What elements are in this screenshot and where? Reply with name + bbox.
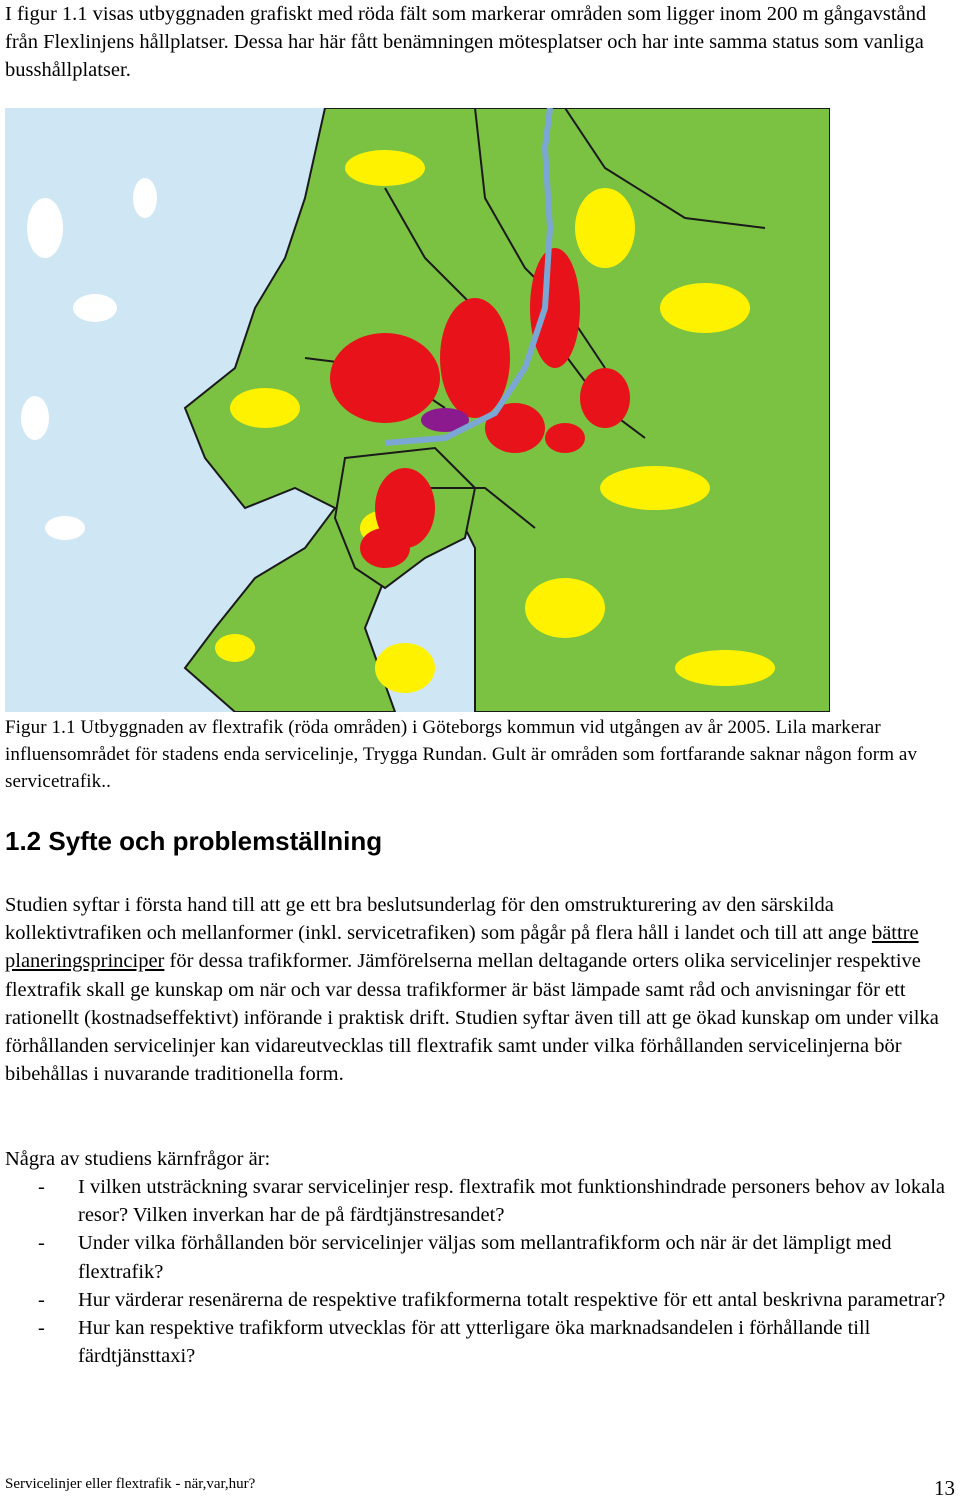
footer-title: Servicelinjer eller flextrafik - när,var,hur? bbox=[5, 1476, 256, 1492]
list-item bbox=[5, 1173, 955, 1229]
question-text: Under vilka förhållanden bör servicelinjer väljas som mellantrafikform och när är det lämpligt med flextrafik? bbox=[78, 1232, 892, 1283]
purpose-text-end: för dessa trafikformer. Jämförelserna mellan deltagande orters olika servicelinjer respektive flextrafik skall ge kunskap om när och var dessa trafikformer är bäst lämpade samt råd och anvisningar för ett rationellt (kostnadseffektivt) införande i praktisk drift. Studien syftar även till att ge ökad kunskap om under vilka förhållanden servicelinjer kan vidareutvecklas till flextrafik samt under vilka förhållanden servicelinjerna bör bibehållas i nuvarande traditionella form. bbox=[5, 950, 939, 1086]
list-bullet: - bbox=[38, 1288, 45, 1311]
list-item bbox=[5, 1229, 955, 1285]
list-item bbox=[5, 1286, 955, 1314]
page-number: 13 bbox=[934, 1476, 955, 1500]
question-text: Hur kan respektive trafikform utvecklas för att ytterligare öka marknadsandelen i förhållande till färdtjänsttaxi? bbox=[78, 1317, 871, 1368]
map-graphic bbox=[5, 108, 830, 712]
planning-principles-link[interactable]: bättre planeringsprinciper bbox=[5, 922, 919, 973]
list-bullet: - bbox=[38, 1317, 45, 1340]
list-bullet: - bbox=[38, 1232, 45, 1255]
purpose-paragraph bbox=[5, 891, 955, 1088]
purpose-text-start: Studien syftar i första hand till att ge ett bra beslutsunderlag för den omstrukturering av den särskilda kollektivtrafiken och mellanformer (inkl. servicetrafiken) som pågår på flera håll i landet och till att ange bbox=[5, 894, 872, 945]
list-item bbox=[5, 1314, 955, 1370]
list-bullet: - bbox=[38, 1176, 45, 1198]
question-text: Hur värderar resenärerna de respektive trafikformerna totalt respektive för ett antal beskrivna parametrar? bbox=[78, 1288, 946, 1311]
questions-intro: Några av studiens kärnfrågor är: bbox=[5, 1148, 271, 1170]
questions-list bbox=[5, 1173, 955, 1370]
goteborg-flextrafik-map bbox=[5, 108, 830, 712]
question-text: I vilken utsträckning svarar servicelinjer resp. flextrafik mot funktionshindrade personers behov av lokala resor? Vilken inverkan har de på färdtjänstresandet? bbox=[78, 1176, 945, 1227]
intro-paragraph: I figur 1.1 visas utbyggnaden grafiskt med röda fält som markerar områden som ligger inom 200 m gångavstånd från Flexlinjens hållplatser. Dessa har här fått benämningen mötesplatser och har inte samma status som vanliga busshållplatser. bbox=[5, 3, 927, 81]
figure-caption: Figur 1.1 Utbyggnaden av flextrafik (röda områden) i Göteborgs kommun vid utgången av år 2005. Lila markerar influensområdet för stadens enda servicelinje, Trygga Rundan. Gult är områden som fortfarande saknar någon form av servicetrafik.. bbox=[5, 717, 918, 792]
section-heading: 1.2 Syfte och problemställning bbox=[5, 826, 383, 856]
